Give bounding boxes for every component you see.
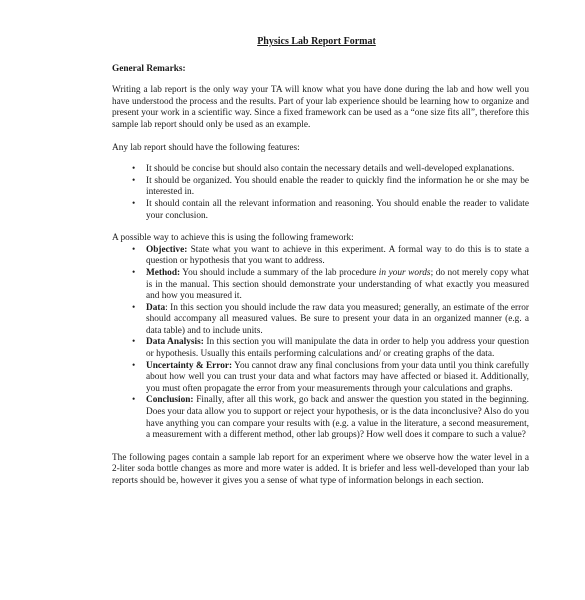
list-item xyxy=(112,245,529,268)
features-list xyxy=(112,164,529,222)
framework-text: You cannot draw any final conclusions from your data until you think carefully about how well you can trust your data and what factors may have affected or biased it. Additionally, you must often propagate the error from your measurements through your calculations and graphs. xyxy=(146,360,530,394)
intro-paragraph: Writing a lab report is the only way your TA will know what you have done during the lab and how well you have understood the process and the results. Part of your lab experience should be learning how to organize and present your work in a scientific way. Since a fixed framework can be used as a “one size fits all”, therefore this sample lab report should only be used as an example. xyxy=(112,85,529,130)
framework-list xyxy=(112,245,529,442)
framework-text: Finally, after all this work, go back and answer the question you stated in the beginning. Does your data allow you to support or reject your hypothesis, or is the data inconclusive? Also do you have anything you can compare your results with (e.g. a value in the literature, a second measurement, a measurement with a different method, other lab groups)? How well does it compare to such a value? xyxy=(146,395,529,441)
features-intro: Any lab report should have the following features: xyxy=(112,142,300,153)
framework-text: In this section you will manipulate the data in order to help you address your question or hypothesis. Usually this entails performing calculations and/ or creating graphs of the data. xyxy=(146,337,529,360)
list-item xyxy=(112,395,529,441)
framework-term: Objective: xyxy=(146,244,188,255)
framework-term: Conclusion: xyxy=(146,395,194,406)
list-item: • It should be organized. You should enable the reader to quickly find the information he or she may be interested in. xyxy=(112,176,529,199)
list-item xyxy=(112,303,529,338)
framework-term: Method: xyxy=(146,267,181,278)
framework-term: Uncertainty & Error: xyxy=(146,360,233,371)
framework-term: Data xyxy=(146,302,166,313)
closing-paragraph: The following pages contain a sample lab report for an experiment where we observe how the water level in a 2-liter soda bottle changes as more and more water is added. It is briefer and less well-developed than your lab reports should be, however it gives you a sense of what type of information belongs in each section. xyxy=(112,452,529,486)
list-item xyxy=(112,268,529,303)
framework-text: : In this section you should include the raw data you measured; generally, an estimate of the error should accompany all measured values. Be sure to present your data in an organized manner (e.g. a data table) and to include units. xyxy=(146,302,529,336)
list-item xyxy=(112,337,529,360)
framework-intro: A possible way to achieve this is using the following framework: xyxy=(112,233,354,244)
list-item: • It should be concise but should also contain the necessary details and well-developed explanations. xyxy=(112,164,529,176)
list-item: • It should contain all the relevant information and reasoning. You should enable the reader to validate your conclusion. xyxy=(112,199,529,222)
document-title: Physics Lab Report Format xyxy=(257,36,376,47)
framework-term: Data Analysis: xyxy=(146,337,204,348)
list-item xyxy=(112,361,529,396)
framework-text: ; do not merely copy what is in the manual. This section should demonstrate your understanding of what exactly you measured and how you measured it. xyxy=(146,267,530,302)
framework-text: You should include a summary of the lab procedure xyxy=(180,267,379,278)
general-remarks-heading: General Remarks: xyxy=(112,63,186,74)
framework-emphasis: in your words xyxy=(378,267,431,278)
framework-text: State what you want to achieve in this experiment. A formal way to do this is to state a question or hypothesis that you want to address. xyxy=(146,244,529,267)
